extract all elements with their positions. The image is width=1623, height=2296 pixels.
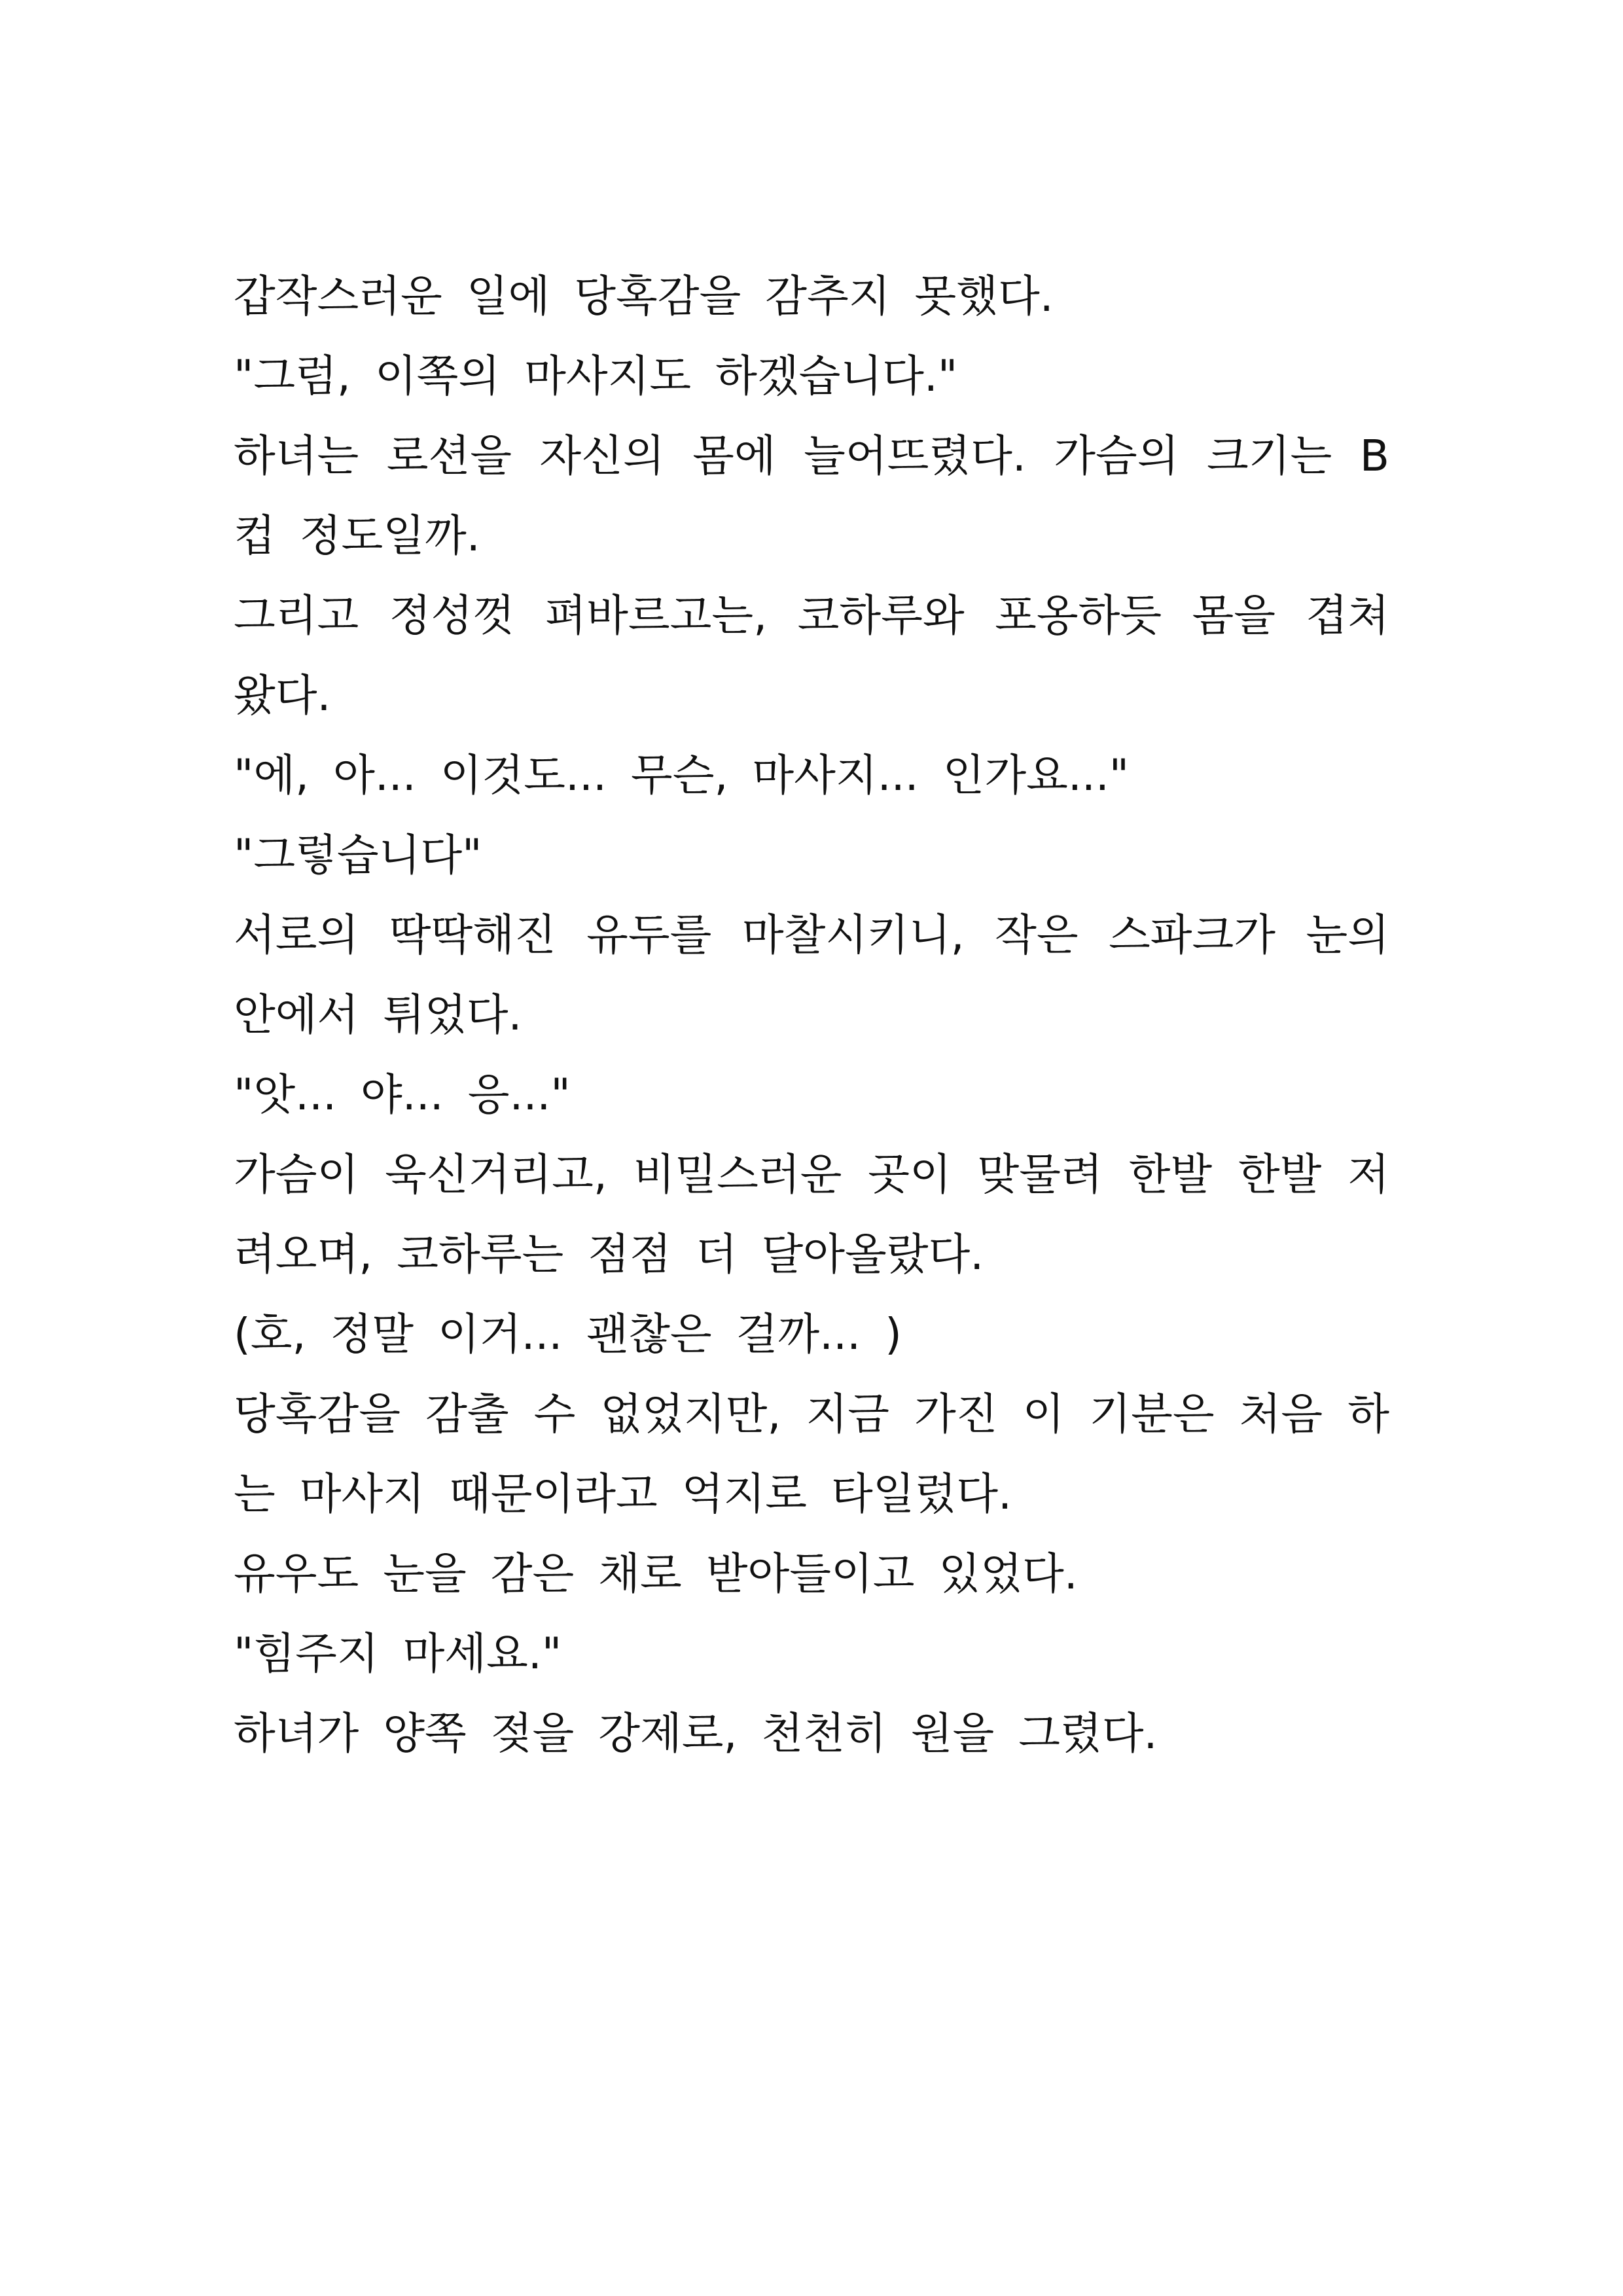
paragraph-5: "에, 아... 이것도... 무슨, 마사지... 인가요..." [234,750,1130,800]
story-text [234,257,1389,1774]
paragraph-4: 그리고 정성껏 펴바르고는, 코하루와 포옹하듯 몸을 겹쳐왔다. [234,590,1389,721]
paragraph-12: 유우도 눈을 감은 채로 받아들이고 있었다. [234,1549,1078,1599]
paragraph-3: 하녀는 로션을 자신의 몸에 늘어뜨렸다. 가슴의 크기는 B컵 정도일까. [234,431,1389,561]
paragraph-2: "그럼, 이쪽의 마사지도 하겠습니다." [234,351,958,401]
paragraph-6: "그렇습니다" [234,830,482,880]
paragraph-13: "힘주지 마세요." [234,1628,562,1679]
paragraph-10: (호, 정말 이거... 괜찮은 걸까... ) [234,1309,902,1359]
paragraph-1: 갑작스러운 일에 당혹감을 감추지 못했다. [234,271,1054,321]
paragraph-8: "앗... 야... 응..." [234,1069,571,1120]
paragraph-7: 서로의 딱딱해진 유두를 마찰시키니, 작은 스파크가 눈의 안에서 튀었다. [234,910,1389,1040]
paragraph-11: 당혹감을 감출 수 없었지만, 지금 가진 이 기분은 처음 하는 마사지 때문이라고 억지로 타일렀다. [234,1389,1389,1519]
paragraph-14: 하녀가 양쪽 젖을 강제로, 천천히 원을 그렸다. [234,1708,1158,1759]
paragraph-9: 가슴이 욱신거리고, 비밀스러운 곳이 맞물려 한발 한발 저려오며, 코하루는 점점 더 달아올랐다. [234,1149,1389,1280]
